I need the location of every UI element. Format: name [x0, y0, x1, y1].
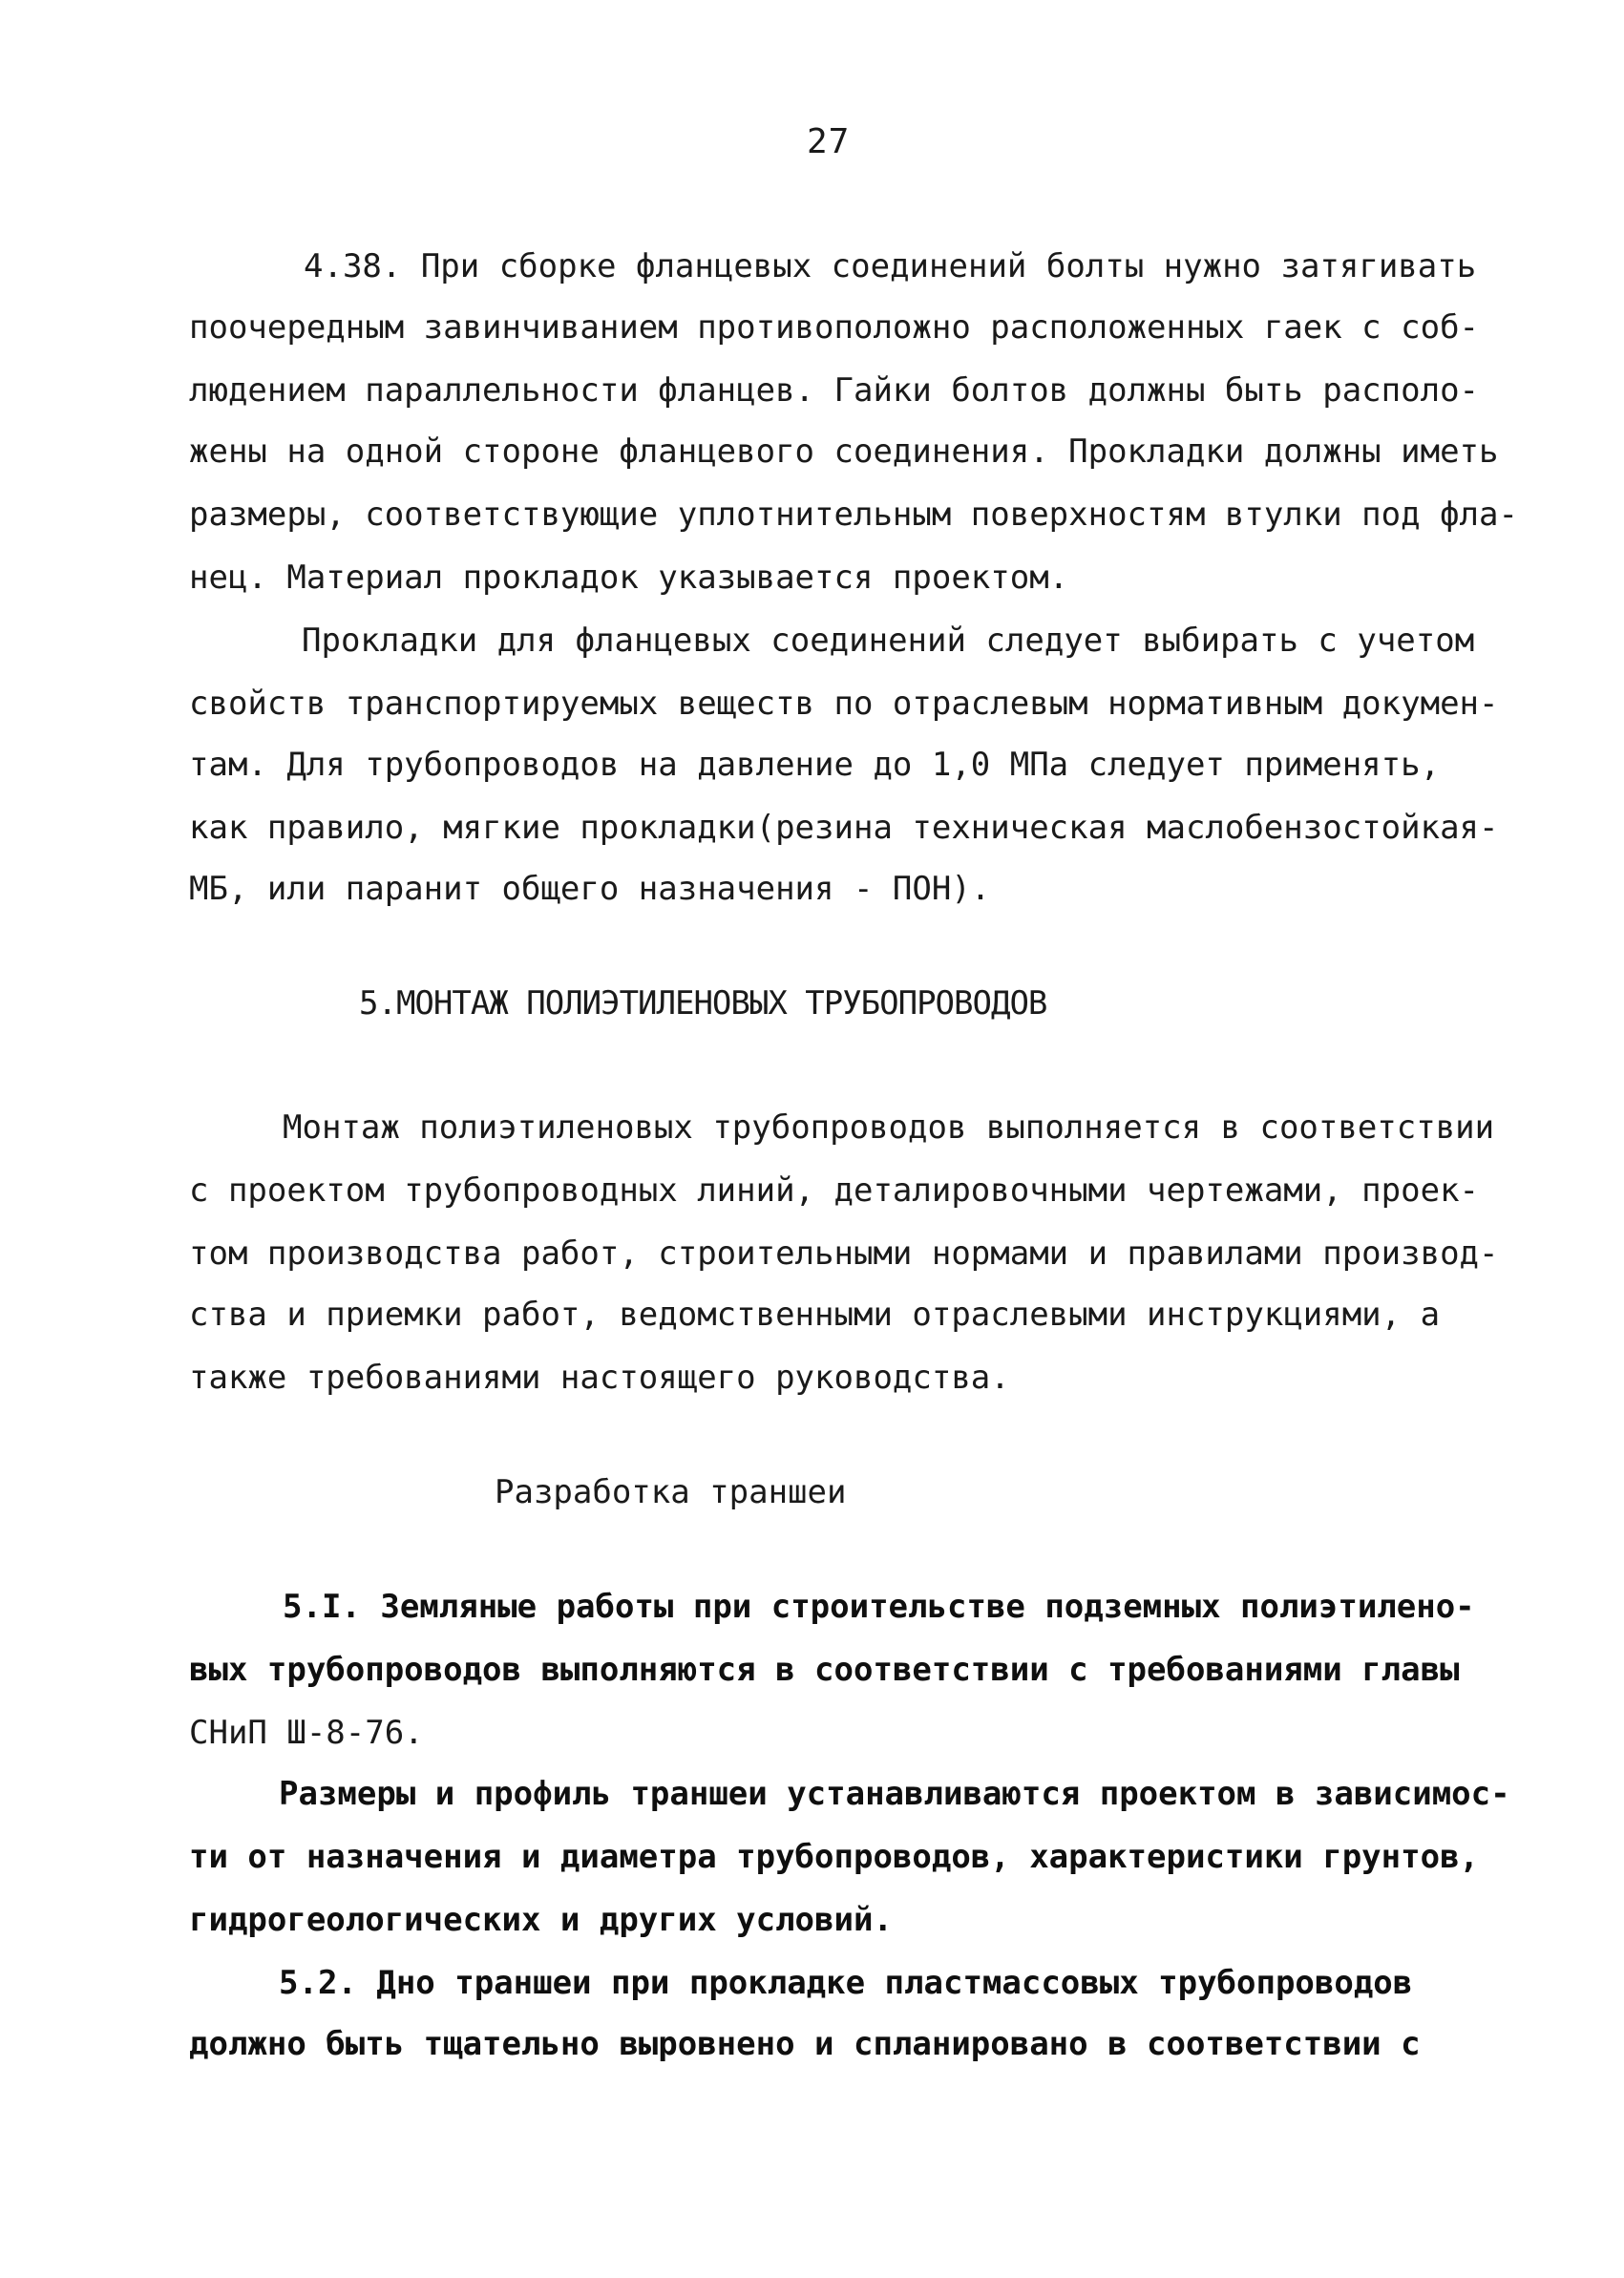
text-line: 5.I. Земляные работы при строительстве подземных полиэтилено- — [283, 1588, 1475, 1626]
text-line: том производства работ, строительными нормами и правилами производ- — [189, 1234, 1499, 1273]
subsection-heading: Разработка траншеи — [495, 1473, 847, 1511]
section-heading: 5.МОНТАЖ ПОЛИЭТИЛЕНОВЫХ ТРУБОПРОВОДОВ — [359, 984, 1047, 1023]
text-line: 5.2. Дно траншеи при прокладке пластмассовых трубопроводов — [279, 1964, 1413, 2002]
text-line: Размеры и профиль траншеи устанавливаются проектом в зависимос- — [279, 1775, 1510, 1813]
text-line: МБ, или паранит общего назначения - ПОН). — [189, 870, 991, 908]
text-line: с проектом трубопроводных линий, деталировочными чертежами, проек- — [189, 1171, 1480, 1210]
text-line: поочередным завинчиванием противоположно расположенных гаек с соб- — [189, 308, 1480, 347]
text-line: свойств транспортируемых веществ по отраслевым нормативным докумен- — [189, 685, 1499, 723]
text-line: ти от назначения и диаметра трубопроводов, характеристики грунтов, — [189, 1838, 1480, 1876]
text-line: вых трубопроводов выполняются в соответствии с требованиями главы — [189, 1651, 1460, 1689]
text-line: людением параллельности фланцев. Гайки болтов должны быть располо- — [189, 371, 1480, 410]
text-line: там. Для трубопроводов на давление до 1,0 МПа следует применять, — [189, 746, 1441, 784]
text-line: ства и приемки работ, ведомственными отраслевыми инструкциями, а — [189, 1296, 1441, 1334]
text-line: нец. Материал прокладок указывается проектом. — [189, 559, 1069, 597]
text-line: размеры, соответствующие уплотнительным поверхностям втулки под фла- — [189, 496, 1518, 534]
text-line: должно быть тщательно выровнено и спланировано в соответствии с — [189, 2025, 1421, 2063]
text-line: СНиП Ш-8-76. — [189, 1714, 424, 1752]
text-line: как правило, мягкие прокладки(резина техническая маслобензостойкая- — [189, 809, 1499, 847]
text-line: жены на одной стороне фланцевого соединения. Прокладки должны иметь — [189, 432, 1499, 471]
page-number: 27 — [807, 122, 851, 161]
text-line: гидрогеологических и других условий. — [189, 1901, 893, 1939]
text-line: Монтаж полиэтиленовых трубопроводов выполняется в соответствии — [283, 1108, 1495, 1147]
text-line: 4.38. При сборке фланцевых соединений болты нужно затягивать — [304, 247, 1477, 285]
text-line: также требованиями настоящего руководства. — [189, 1359, 1010, 1397]
text-line: Прокладки для фланцевых соединений следует выбирать с учетом — [302, 622, 1475, 660]
